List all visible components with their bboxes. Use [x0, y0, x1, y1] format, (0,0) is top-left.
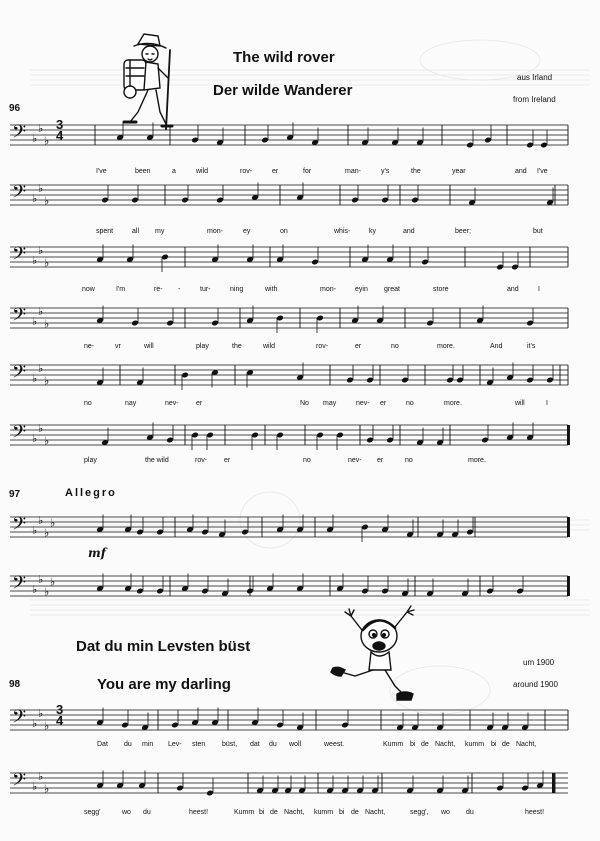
bass-clef-icon: 𝄢: [12, 182, 27, 207]
running-cartoon-illustration: [325, 602, 425, 707]
flat-sign: ♭: [44, 256, 50, 270]
song-96-number: 96: [9, 103, 21, 114]
flat-sign: ♭: [32, 315, 38, 328]
bass-clef-icon: 𝄢: [12, 362, 27, 387]
staff-96-5: [10, 355, 570, 395]
flat-sign: ♭: [38, 514, 44, 527]
flat-sign: ♭: [38, 422, 44, 435]
flat-sign: ♭: [32, 192, 38, 205]
flat-sign: ♭: [50, 575, 56, 589]
staff-96-3: [10, 237, 570, 277]
staff-98-2: [10, 763, 570, 803]
final-barline: [567, 576, 570, 596]
flat-sign: ♭: [38, 305, 44, 318]
song-98-number: 98: [9, 679, 21, 690]
flat-sign: ♭: [32, 780, 38, 793]
flat-sign: ♭: [50, 516, 56, 530]
flat-sign: ♭: [32, 432, 38, 445]
bass-clef-icon: 𝄢: [12, 770, 27, 795]
song-98-title-main: You are my darling: [97, 676, 231, 693]
flat-sign: ♭: [44, 134, 50, 148]
final-barline: [552, 773, 555, 793]
flat-sign: ♭: [38, 707, 44, 720]
flat-sign: ♭: [44, 194, 50, 208]
song-96-origin-en: from Ireland: [513, 95, 556, 104]
staff-96-2: [10, 175, 570, 215]
flat-sign: ♭: [32, 717, 38, 730]
flat-sign: ♭: [38, 122, 44, 135]
flat-sign: ♭: [38, 182, 44, 195]
song-97-number: 97: [9, 489, 21, 500]
song-98-origin-en: around 1900: [513, 680, 558, 689]
staff-98-1: [10, 700, 570, 740]
staff-97-1: [10, 507, 570, 547]
bass-clef-icon: 𝄢: [12, 707, 27, 732]
flat-sign: ♭: [32, 524, 38, 537]
final-barline: [567, 517, 570, 537]
staff-96-1: [10, 115, 570, 155]
flat-sign: ♭: [44, 782, 50, 796]
bass-clef-icon: 𝄢: [12, 422, 27, 447]
flat-sign: ♭: [32, 583, 38, 596]
staff-97-2: [10, 566, 570, 606]
bass-clef-icon: 𝄢: [12, 573, 27, 598]
time-signature-98: 3 4: [56, 702, 64, 728]
flat-sign: ♭: [38, 362, 44, 375]
song-97-tempo: Allegro: [65, 487, 117, 499]
flat-sign: ♭: [44, 374, 50, 388]
staff-96-4: [10, 298, 570, 338]
flat-sign: ♭: [32, 132, 38, 145]
song-98-title-top: Dat du min Levsten büst: [76, 638, 251, 655]
staff-96-6: [10, 415, 570, 455]
flat-sign: ♭: [44, 434, 50, 448]
bass-clef-icon: 𝄢: [12, 514, 27, 539]
flat-sign: ♭: [44, 719, 50, 733]
dynamic-mark: mf: [88, 546, 106, 560]
flat-sign: ♭: [38, 770, 44, 783]
flat-sign: ♭: [32, 254, 38, 267]
bass-clef-icon: 𝄢: [12, 305, 27, 330]
song-98-origin-de: um 1900: [523, 658, 555, 667]
song-96-origin-de: aus Irland: [517, 73, 553, 82]
time-signature-96: 3 4: [56, 117, 64, 143]
song-96-title-main: Der wilde Wanderer: [213, 82, 353, 99]
flat-sign: ♭: [44, 585, 50, 599]
flat-sign: ♭: [44, 526, 50, 540]
song-96-title-top: The wild rover: [233, 49, 335, 66]
flat-sign: ♭: [44, 317, 50, 331]
bass-clef-icon: 𝄢: [12, 122, 27, 147]
flat-sign: ♭: [32, 372, 38, 385]
bass-clef-icon: 𝄢: [12, 244, 27, 269]
final-barline: [567, 425, 570, 445]
flat-sign: ♭: [38, 244, 44, 257]
flat-sign: ♭: [38, 573, 44, 586]
